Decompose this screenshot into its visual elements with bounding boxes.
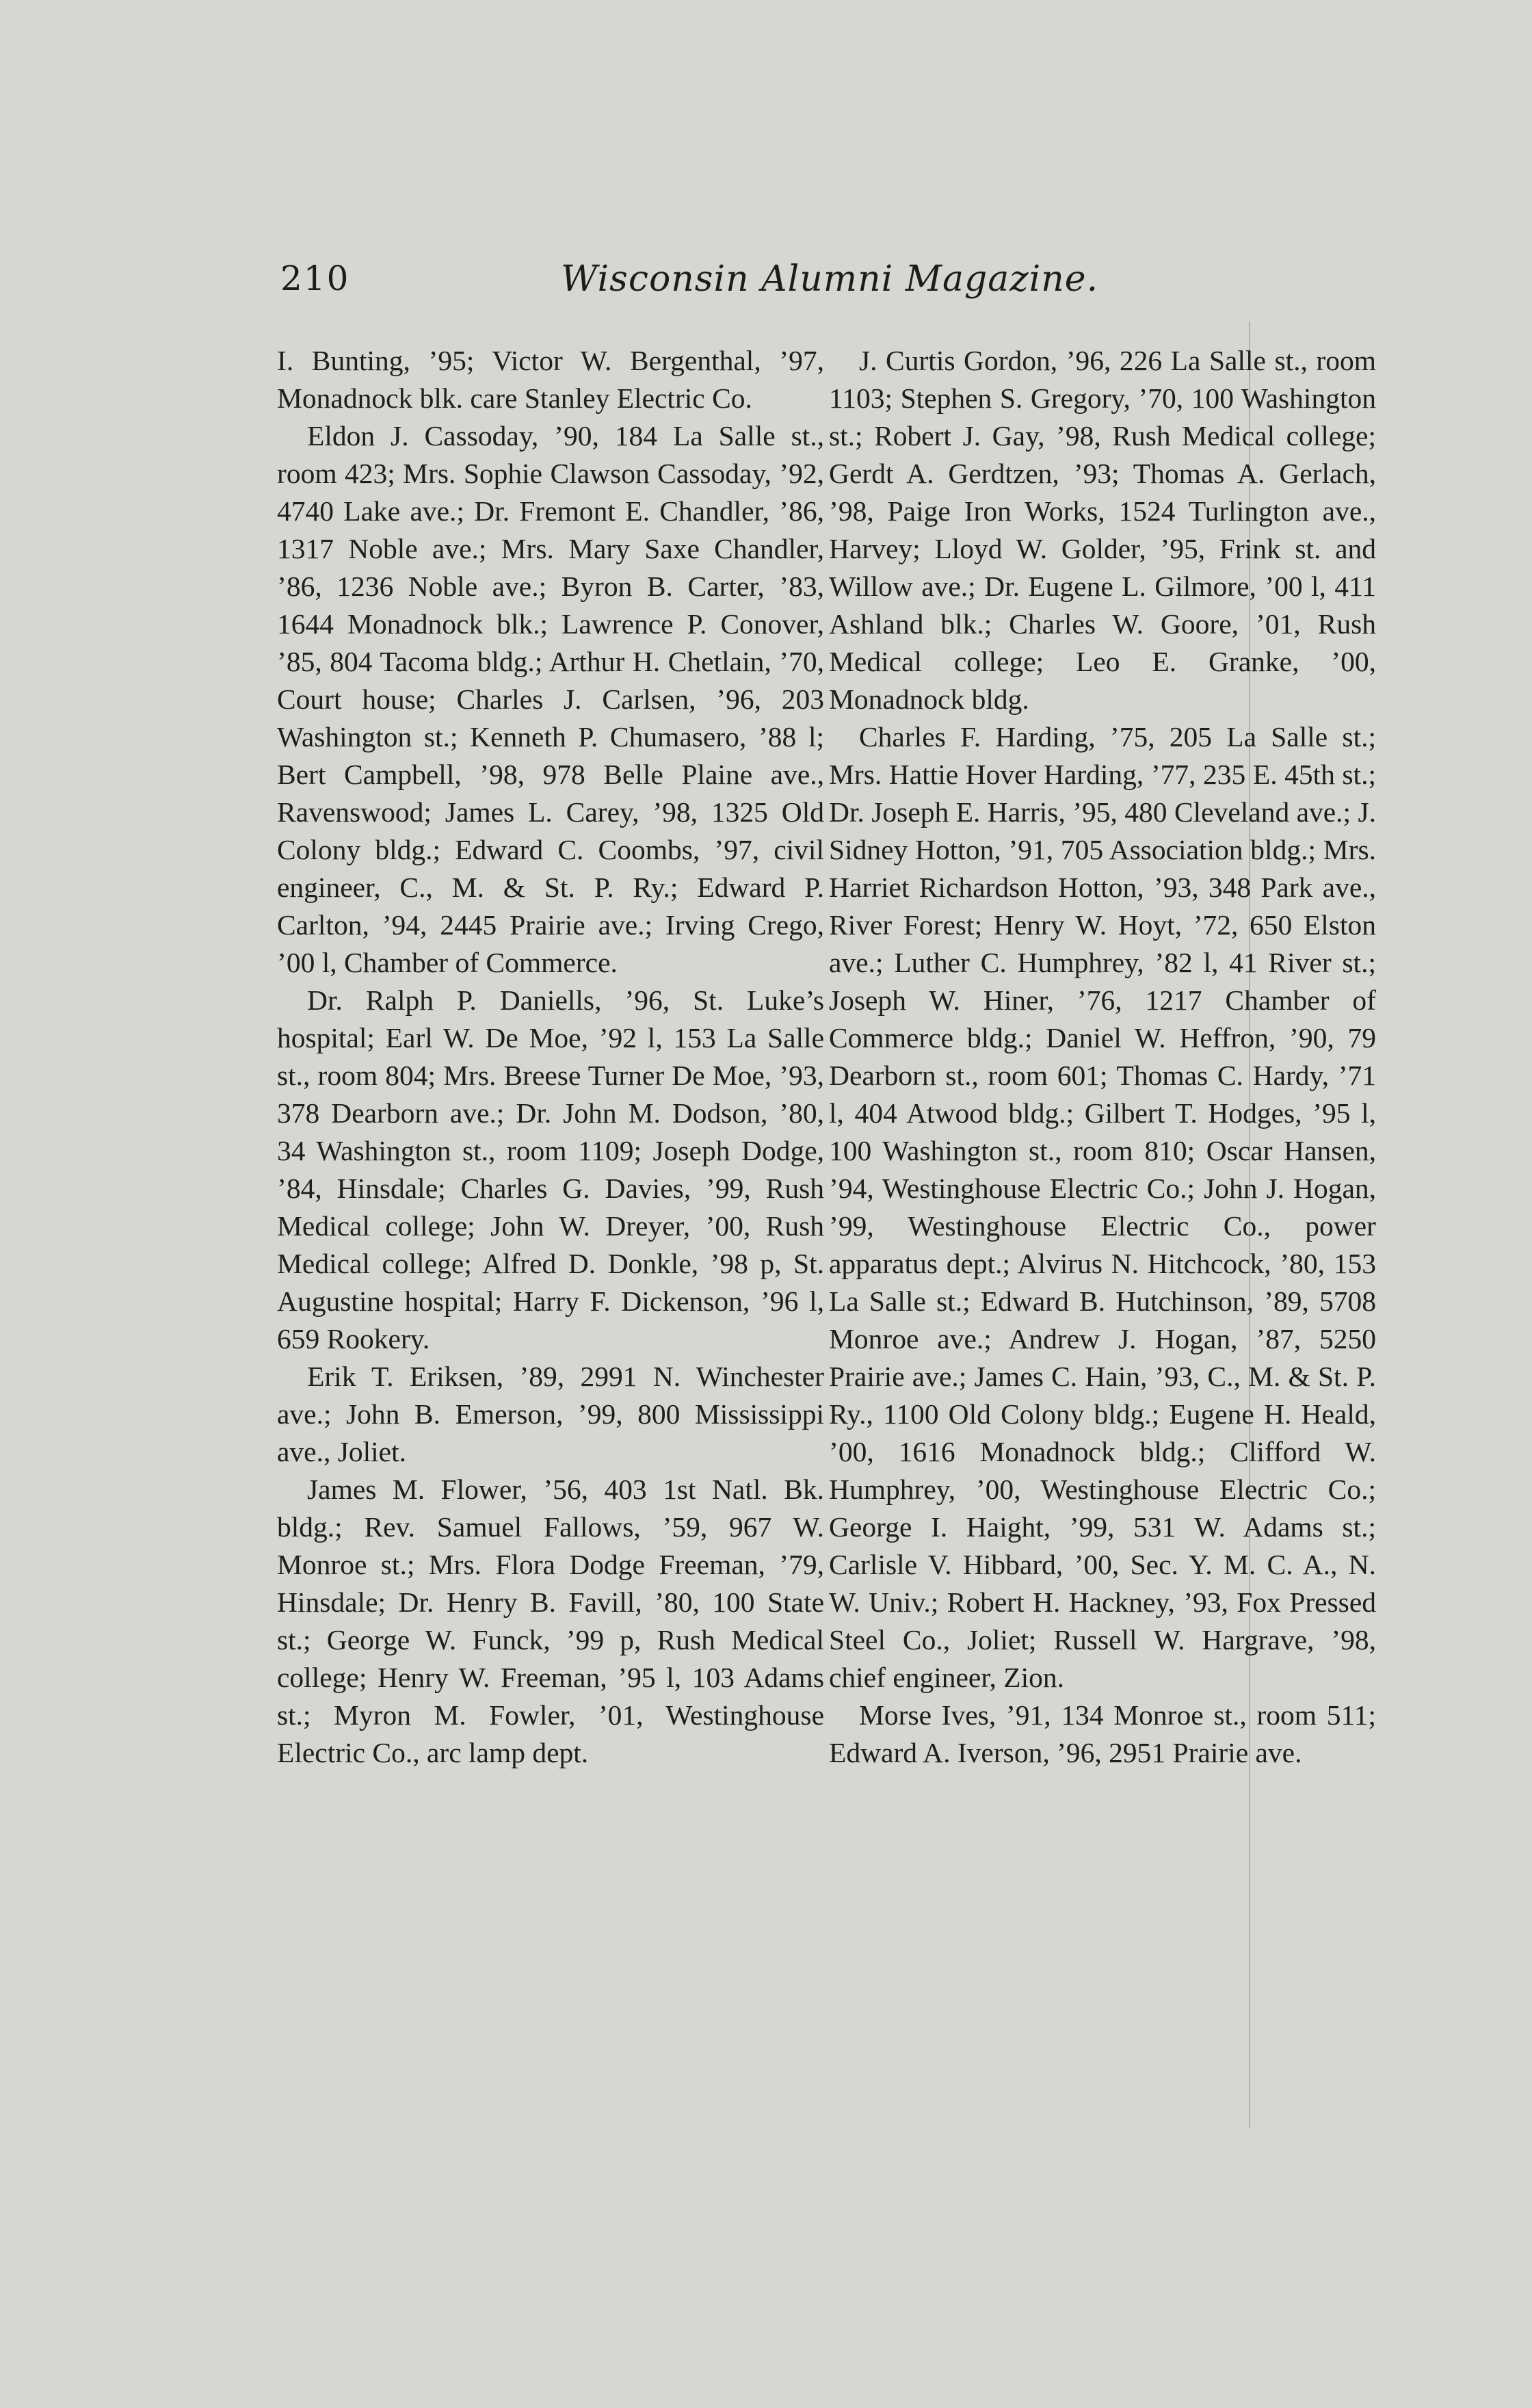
right-column — [829, 342, 1376, 1772]
paragraph-d-entries: Dr. Ralph P. Daniells, ’96, St. Luke’s hospital; Earl W. De Moe, ’92 l, 153 La Salle st., room 804; Mrs. Breese Turner De Moe, ’93, 378 Dearborn ave.; Dr. John M. Dodson, ’80, 34 Washington st., room 1109; Joseph Dodge, ’84, Hinsdale; Charles G. Davies, ’99, Rush Medical college; John W. Dreyer, ’00, Rush Medical college; Alfred D. Donkle, ’98 p, St. Augustine hospital; Harry F. Dickenson, ’96 l, 659 Rookery. — [277, 984, 824, 1354]
paragraph-f-entries: James M. Flower, ’56, 403 1st Natl. Bk. bldg.; Rev. Samuel Fallows, ’59, 967 W. Monroe st.; Mrs. Flora Dodge Freeman, ’79, Hinsdale; Dr. Henry B. Favill, ’80, 100 State st.; George W. Funck, ’99 p, Rush Medical college; Henry W. Freeman, ’95 l, 103 Adams st.; Myron M. Fowler, ’01, Westinghouse Electric Co., arc lamp dept. — [277, 1474, 824, 1768]
running-head-title: Wisconsin Alumni Magazine. — [561, 259, 1099, 300]
left-column — [277, 342, 824, 1772]
page-number: 210 — [280, 259, 350, 298]
paragraph-e-entries: Erik T. Eriksen, ’89, 2991 N. Winchester ave.; John B. Emerson, ’99, 800 Mississippi ave., Joliet. — [277, 1361, 824, 1467]
paragraph-continued: I. Bunting, ’95; Victor W. Bergenthal, ’97, Monadnock blk. care Stanley Electric Co. — [277, 345, 824, 414]
paragraph-i-entries: Morse Ives, ’91, 134 Monroe st., room 511; Edward A. Iverson, ’96, 2951 Prairie ave. — [829, 1699, 1376, 1768]
paragraph-c-entries: Eldon J. Cassoday, ’90, 184 La Salle st., room 423; Mrs. Sophie Clawson Cassoday, ’92, 4740 Lake ave.; Dr. Fremont E. Chandler, ’86, 1317 Noble ave.; Mrs. Mary Saxe Chandler, ’86, 1236 Noble ave.; Byron B. Carter, ’83, 1644 Monadnock blk.; Lawrence P. Conover, ’85, 804 Tacoma bldg.; Arthur H. Chetlain, ’70, Court house; Charles J. Carlsen, ’96, 203 Washington st.; Kenneth P. Chumasero, ’88 l; Bert Campbell, ’98, 978 Belle Plaine ave., Ravenswood; James L. Carey, ’98, 1325 Old Colony bldg.; Edward C. Coombs, ’97, civil engineer, C., M. & St. P. Ry.; Edward P. Carlton, ’94, 2445 Prairie ave.; Irving Crego, ’00 l, Chamber of Commerce. — [277, 420, 824, 978]
paragraph-g-entries: J. Curtis Gordon, ’96, 226 La Salle st., room 1103; Stephen S. Gregory, ’70, 100 Washington st.; Robert J. Gay, ’98, Rush Medical college; Gerdt A. Gerdtzen, ’93; Thomas A. Gerlach, ’98, Paige Iron Works, 1524 Turlington ave., Harvey; Lloyd W. Golder, ’95, Frink st. and Willow ave.; Dr. Eugene L. Gilmore, ’00 l, 411 Ashland blk.; Charles W. Goore, ’01, Rush Medical college; Leo E. Granke, ’00, Monadnock bldg. — [829, 345, 1376, 715]
paragraph-h-entries: Charles F. Harding, ’75, 205 La Salle st.; Mrs. Hattie Hover Harding, ’77, 235 E. 45th st.; Dr. Joseph E. Harris, ’95, 480 Cleveland ave.; J. Sidney Hotton, ’91, 705 Association bldg.; Mrs. Harriet Richardson Hotton, ’93, 348 Park ave., River Forest; Henry W. Hoyt, ’72, 650 Elston ave.; Luther C. Humphrey, ’82 l, 41 River st.; Joseph W. Hiner, ’76, 1217 Chamber of Commerce bldg.; Daniel W. Heffron, ’90, 79 Dearborn st., room 601; Thomas C. Hardy, ’71 l, 404 Atwood bldg.; Gilbert T. Hodges, ’95 l, 100 Washington st., room 810; Oscar Hansen, ’94, Westinghouse Electric Co.; John J. Hogan, ’99, Westinghouse Electric Co., power apparatus dept.; Alvirus N. Hitchcock, ’80, 153 La Salle st.; Edward B. Hutchinson, ’89, 5708 Monroe ave.; Andrew J. Hogan, ’87, 5250 Prairie ave.; James C. Hain, ’93, C., M. & St. P. Ry., 1100 Old Colony bldg.; Eugene H. Heald, ’00, 1616 Monadnock bldg.; Clifford W. Humphrey, ’00, Westinghouse Electric Co.; George I. Haight, ’99, 531 W. Adams st.; Carlisle V. Hibbard, ’00, Sec. Y. M. C. A., N. W. Univ.; Robert H. Hackney, ’93, Fox Pressed Steel Co., Joliet; Russell W. Hargrave, ’98, chief engineer, Zion. — [829, 721, 1376, 1693]
